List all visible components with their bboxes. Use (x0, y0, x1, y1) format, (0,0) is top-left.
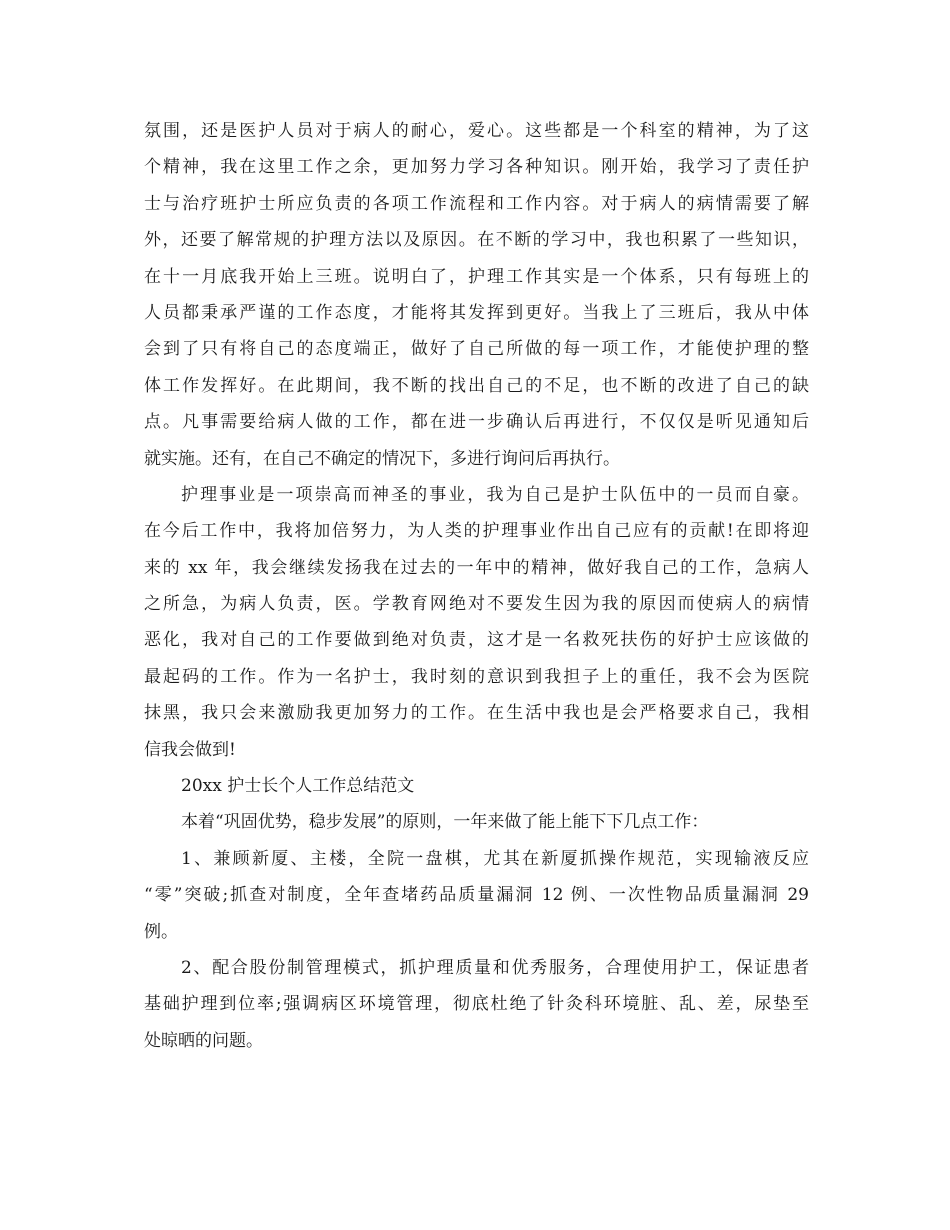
text-line: 1、兼顾新厦、主楼，全院一盘棋，尤其在新厦抓操作规范，实现输液反应 (181, 848, 809, 869)
text-line: 在今后工作中，我将加倍努力，为人类的护理事业作出自己应有的贡献!在即将迎 (144, 521, 809, 542)
text-line: 士与治疗班护士所应负责的各项工作流程和工作内容。对于病人的病情需要了解 (144, 193, 809, 214)
text-line: 个精神，我在这里工作之余，更加努力学习各种知识。刚开始，我学习了责任护 (144, 157, 809, 178)
text-line: 点。凡事需要给病人做的工作，都在进一步确认后再进行，不仅仅是听见通知后 (144, 412, 809, 433)
text-line: 护理事业是一项崇高而神圣的事业，我为自己是护士队伍中的一员而自豪。 (181, 484, 809, 505)
text-line: 例。 (144, 921, 178, 942)
text-line: 之所急，为病人负责，医。学教育网绝对不要发生因为我的原因而使病人的病情 (144, 594, 809, 615)
text-line: 信我会做到! (144, 739, 236, 760)
text-line: 来的 xx 年，我会继续发扬我在过去的一年中的精神，做好我自己的工作，急病人 (144, 557, 809, 578)
text-line: 20xx 护士长个人工作总结范文 (181, 776, 415, 797)
text-line: 体工作发挥好。在此期间，我不断的找出自己的不足，也不断的改进了自己的缺 (144, 375, 809, 396)
text-line: 最起码的工作。作为一名护士，我时刻的意识到我担子上的重任，我不会为医院 (144, 666, 809, 687)
text-line: 2、配合股份制管理模式，抓护理质量和优秀服务，合理使用护工，保证患者 (181, 957, 809, 978)
text-line: 本着“巩固优势，稳步发展”的原则，一年来做了能上能下下几点工作： (181, 812, 709, 833)
text-line: “零”突破;抓查对制度，全年查堵药品质量漏洞 12 例、一次性物品质量漏洞 29 (144, 885, 809, 906)
text-line: 人员都秉承严谨的工作态度，才能将其发挥到更好。当我上了三班后，我从中体 (144, 302, 809, 323)
document-body (144, 113, 809, 1059)
text-line: 会到了只有将自己的态度端正，做好了自己所做的每一项工作，才能使护理的整 (144, 339, 809, 360)
text-line: 基础护理到位率;强调病区环境管理，彻底杜绝了针灸科环境脏、乱、差，尿垫至 (144, 994, 809, 1015)
text-line: 处晾晒的问题。 (144, 1030, 263, 1051)
text-line: 就实施。还有，在自己不确定的情况下，多进行询问后再执行。 (144, 448, 620, 469)
text-line: 在十一月底我开始上三班。说明白了，护理工作其实是一个体系，只有每班上的 (144, 266, 809, 287)
text-line: 抹黑，我只会来激励我更加努力的工作。在生活中我也是会严格要求自己，我相 (144, 703, 809, 724)
text-line: 氛围，还是医护人员对于病人的耐心，爱心。这些都是一个科室的精神，为了这 (144, 121, 809, 141)
text-line: 外，还要了解常规的护理方法以及原因。在不断的学习中，我也积累了一些知识， (144, 230, 809, 251)
text-line: 恶化，我对自己的工作要做到绝对负责，这才是一名救死扶伤的好护士应该做的 (144, 630, 809, 651)
